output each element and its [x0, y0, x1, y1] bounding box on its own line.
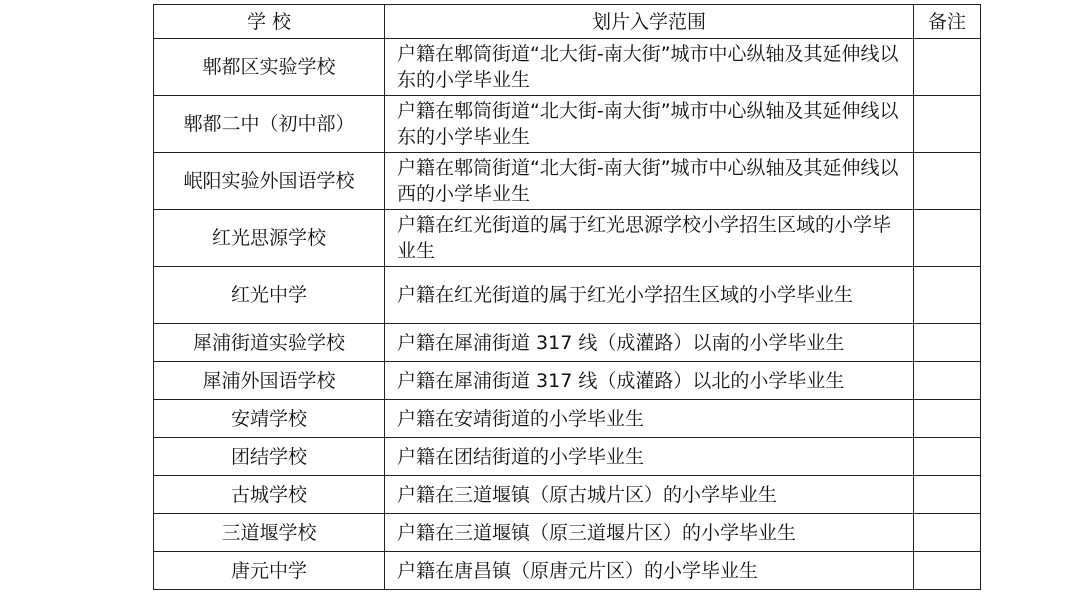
- table-row: [154, 153, 981, 210]
- range-cell: 户籍在红光街道的属于红光思源学校小学招生区域的小学毕业生: [385, 210, 914, 267]
- table-row: [154, 267, 981, 324]
- table-row: [154, 362, 981, 400]
- table-header-row: [154, 5, 981, 39]
- school-cell: 郫都区实验学校: [154, 39, 385, 96]
- table-row: [154, 552, 981, 590]
- table-row: [154, 438, 981, 476]
- range-cell: 户籍在红光街道的属于红光小学招生区域的小学毕业生: [385, 267, 914, 324]
- note-cell: [914, 153, 981, 210]
- school-cell: 红光思源学校: [154, 210, 385, 267]
- range-cell: 户籍在郫筒街道“北大街-南大街”城市中心纵轴及其延伸线以西的小学毕业生: [385, 153, 914, 210]
- school-cell: 犀浦外国语学校: [154, 362, 385, 400]
- school-cell: 岷阳实验外国语学校: [154, 153, 385, 210]
- note-cell: [914, 362, 981, 400]
- school-cell: 郫都二中（初中部）: [154, 96, 385, 153]
- range-cell: 户籍在犀浦街道 317 线（成灌路）以南的小学毕业生: [385, 324, 914, 362]
- table-row: [154, 210, 981, 267]
- header-school: 学 校: [154, 5, 385, 39]
- range-cell: 户籍在三道堰镇（原古城片区）的小学毕业生: [385, 476, 914, 514]
- note-cell: [914, 552, 981, 590]
- header-range: 划片入学范围: [385, 5, 914, 39]
- school-cell: 古城学校: [154, 476, 385, 514]
- note-cell: [914, 210, 981, 267]
- range-cell: 户籍在安靖街道的小学毕业生: [385, 400, 914, 438]
- header-note: 备注: [914, 5, 981, 39]
- note-cell: [914, 476, 981, 514]
- school-cell: 安靖学校: [154, 400, 385, 438]
- note-cell: [914, 514, 981, 552]
- note-cell: [914, 400, 981, 438]
- range-cell: 户籍在团结街道的小学毕业生: [385, 438, 914, 476]
- table-row: [154, 514, 981, 552]
- range-cell: 户籍在三道堰镇（原三道堰片区）的小学毕业生: [385, 514, 914, 552]
- note-cell: [914, 267, 981, 324]
- school-cell: 犀浦街道实验学校: [154, 324, 385, 362]
- range-cell: 户籍在唐昌镇（原唐元片区）的小学毕业生: [385, 552, 914, 590]
- school-cell: 红光中学: [154, 267, 385, 324]
- enrollment-zone-table: [153, 4, 981, 590]
- table-row: [154, 400, 981, 438]
- table-row: [154, 324, 981, 362]
- school-cell: 三道堰学校: [154, 514, 385, 552]
- table-row: [154, 476, 981, 514]
- table-row: [154, 39, 981, 96]
- range-cell: 户籍在犀浦街道 317 线（成灌路）以北的小学毕业生: [385, 362, 914, 400]
- school-cell: 唐元中学: [154, 552, 385, 590]
- range-cell: 户籍在郫筒街道“北大街-南大街”城市中心纵轴及其延伸线以东的小学毕业生: [385, 39, 914, 96]
- table-row: [154, 96, 981, 153]
- note-cell: [914, 96, 981, 153]
- note-cell: [914, 324, 981, 362]
- note-cell: [914, 39, 981, 96]
- range-cell: 户籍在郫筒街道“北大街-南大街”城市中心纵轴及其延伸线以东的小学毕业生: [385, 96, 914, 153]
- school-cell: 团结学校: [154, 438, 385, 476]
- note-cell: [914, 438, 981, 476]
